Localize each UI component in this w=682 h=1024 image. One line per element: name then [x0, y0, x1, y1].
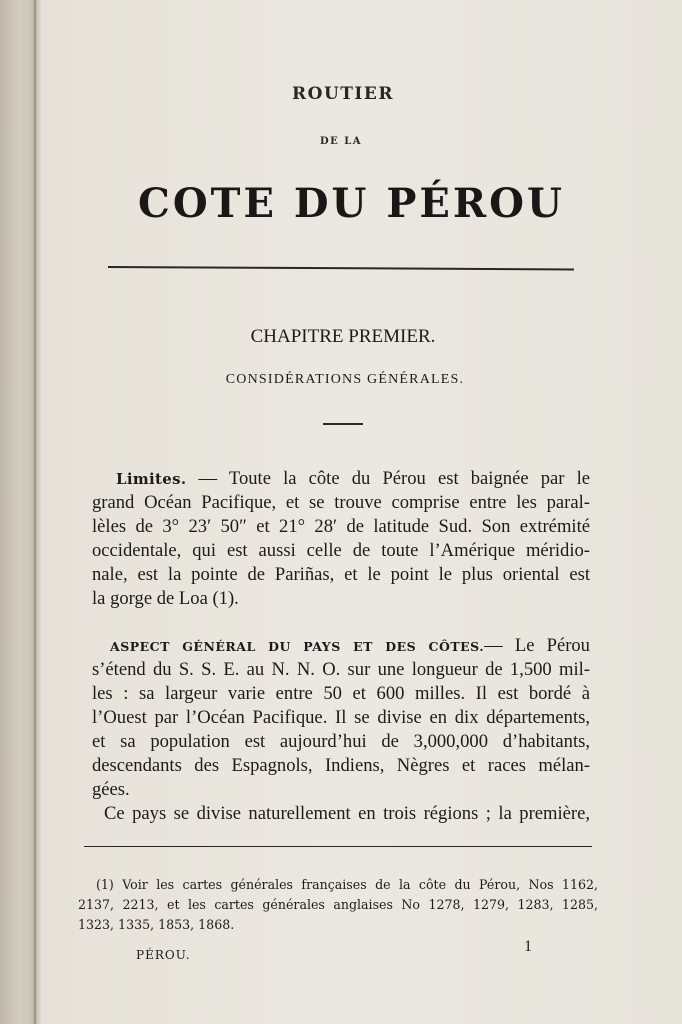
paragraph-2-line-2: s’étend du S. S. E. au N. N. O. sur une longueur de 1,500 mil- — [92, 659, 590, 680]
paragraph-1-line-3: lèles de 3° 23′ 50″ et 21° 28′ de latitude Sud. Son extrémité — [92, 516, 590, 537]
paragraph-2-line-6: descendants des Espagnols, Indiens, Nègres et races mélan- — [92, 755, 590, 776]
paragraph-2-line-1 — [110, 634, 590, 658]
chapter-subtitle: CONSIDÉRATIONS GÉNÉRALES. — [225, 372, 465, 387]
paragraph-2-lead: ASPECT GÉNÉRAL DU PAYS ET DES CÔTES. — [110, 639, 485, 654]
paragraph-2-line-1-text: — Le Pérou — [484, 635, 590, 656]
paragraph-1-line-2: grand Océan Pacifique, et se trouve comprise entre les paral- — [92, 492, 590, 513]
paragraph-2-line-3: les : sa largeur varie entre 50 et 600 milles. Il est bordé à — [92, 683, 590, 704]
title-divider-rule — [108, 266, 574, 270]
gutter-shadow — [34, 0, 42, 1024]
paragraph-1-line-1-text: — Toute la côte du Pérou est baignée par le — [186, 468, 590, 489]
previous-page-edge — [0, 0, 36, 1024]
paragraph-2-line-5: et sa population est aujourd’hui de 3,000,000 d’habitants, — [92, 731, 590, 752]
paragraph-1-lead: Limites. — [116, 470, 187, 488]
footnote-line-1: (1) Voir les cartes générales françaises de la côte du Pérou, Nos 1162, — [96, 877, 598, 892]
title-de-la: DE LA — [319, 136, 363, 147]
paragraph-3-line-1: Ce pays se divise naturellement en trois régions ; la première, — [104, 803, 590, 824]
title-cote-du-perou: COTE DU PÉROU — [138, 180, 565, 227]
chapter-title: CHAPITRE PREMIER. — [250, 326, 436, 347]
paragraph-1-line-4: occidentale, qui est aussi celle de toute l’Amérique méridio- — [92, 540, 590, 561]
paragraph-1-line-6: la gorge de Loa (1). — [92, 588, 239, 609]
paragraph-1-line-5: nale, est la pointe de Pariñas, et le point le plus oriental est — [92, 564, 590, 585]
footnote-line-2: 2137, 2213, et les cartes générales anglaises No 1278, 1279, 1283, 1285, — [78, 897, 598, 912]
title-routier: ROUTIER — [292, 84, 394, 104]
page-number: 1 — [524, 938, 532, 955]
footnote-line-3: 1323, 1335, 1853, 1868. — [78, 917, 235, 932]
signature-mark: PÉROU. — [136, 948, 191, 962]
paragraph-2-line-4: l’Ouest par l’Océan Pacifique. Il se divise en dix départements, — [92, 707, 590, 728]
paragraph-1-line-1 — [116, 467, 590, 491]
paragraph-2-line-7: gées. — [92, 779, 130, 800]
footnote-rule — [84, 846, 592, 847]
chapter-short-rule — [323, 423, 363, 425]
